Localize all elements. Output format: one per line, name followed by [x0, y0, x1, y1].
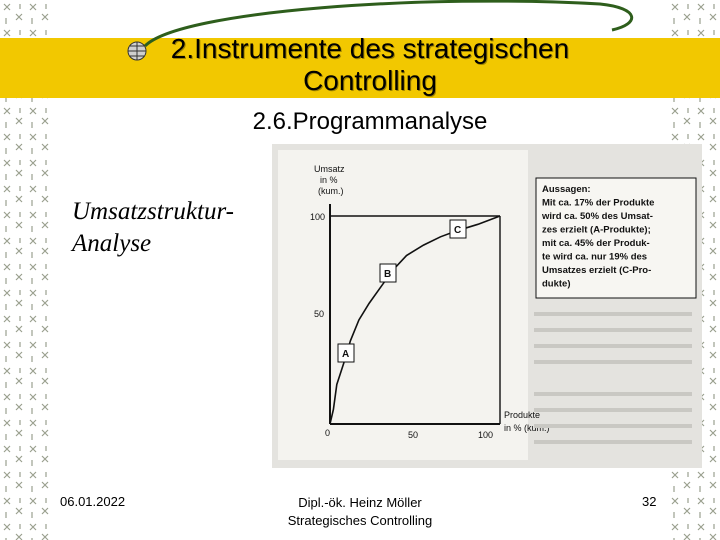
y-axis-label-1: Umsatz	[314, 164, 345, 174]
title-line-2: Controlling	[303, 65, 437, 96]
class-b-label: B	[384, 269, 392, 280]
footer-author	[260, 494, 460, 530]
statement-line: Umsatzes erzielt (C-Pro-	[542, 265, 652, 276]
slide-title	[150, 33, 590, 97]
statement-line: mit ca. 45% der Produk-	[542, 238, 650, 249]
statement-line: Mit ca. 17% der Produkte	[542, 197, 655, 209]
side-heading	[72, 196, 234, 260]
statement-line: dukte)	[542, 278, 571, 290]
chart-panel	[278, 150, 528, 460]
y-axis-label-3: (kum.)	[318, 186, 344, 196]
side-heading-line-2: Analyse	[72, 230, 152, 257]
x-axis-label-2: in % (kum.)	[504, 423, 550, 433]
x-axis-label-1: Produkte	[504, 410, 541, 420]
footer-author-line-1: Dipl.-ök. Heinz Möller	[298, 495, 422, 510]
x-tick-100: 100	[478, 430, 494, 440]
statement-line: zes erzielt (A-Produkte);	[542, 224, 651, 236]
y-tick-100: 100	[310, 212, 326, 222]
footer-author-line-2: Strategisches Controlling	[287, 513, 433, 528]
y-axis-label-2: in %	[320, 175, 338, 185]
x-tick-50: 50	[408, 430, 419, 440]
footer-date: 06.01.2022	[60, 494, 126, 509]
side-heading-line-1: Umsatzstruktur-	[72, 198, 235, 225]
x-tick-0: 0	[325, 428, 331, 438]
statement-line: te wird ca. nur 19% des	[542, 251, 648, 263]
class-a-label: A	[342, 349, 350, 360]
slide-subtitle: 2.6.Programmanalyse	[252, 108, 488, 135]
statement-line: wird ca. 50% des Umsat-	[542, 211, 653, 222]
title-line-1: 2.Instrumente des strategischen	[170, 33, 570, 64]
footer-page-number: 32	[642, 494, 657, 509]
globe-bullet-icon	[126, 40, 148, 62]
y-tick-50: 50	[314, 309, 325, 319]
class-c-label: C	[454, 225, 462, 236]
abc-analysis-figure	[272, 144, 702, 468]
statement-line: Aussagen:	[542, 184, 591, 195]
